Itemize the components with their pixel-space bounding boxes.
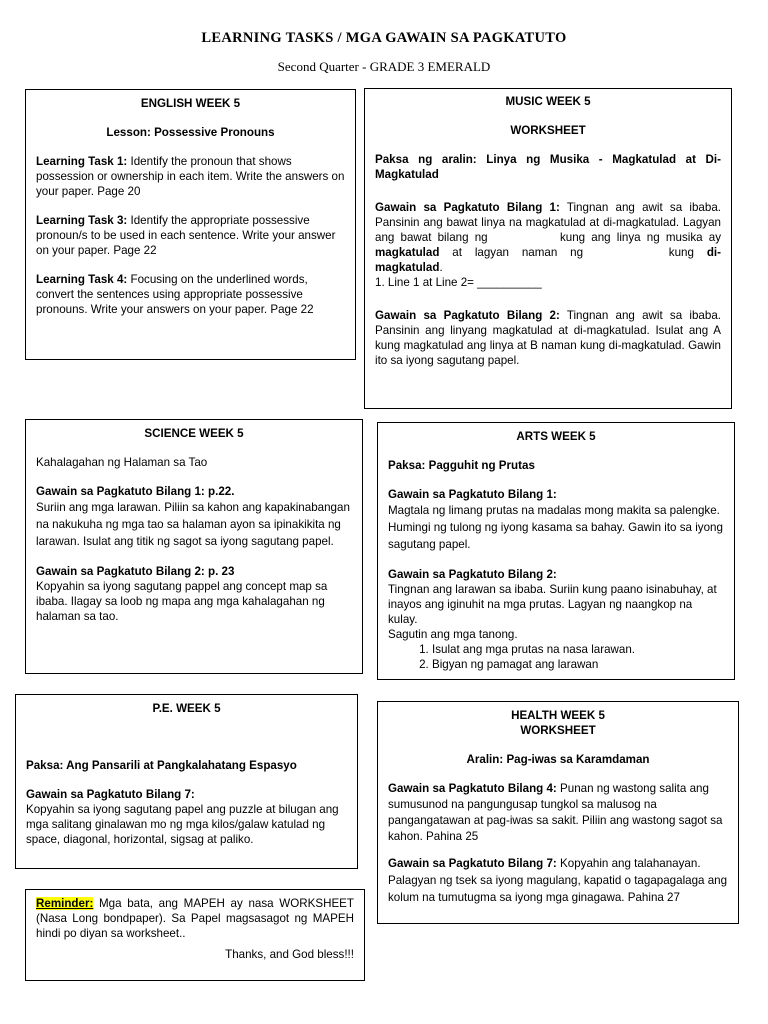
english-box [25,89,356,360]
health-task4: Gawain sa Pagkatuto Bilang 4: Punan ng wastong salita ang sumusunod na pangungusap tungkol sa malusog na pangangatawan at pag-iwas sa sakit. Piliin ang wastong sagot sa kahon. Pahina 25 [388,782,723,843]
arts-task2-text: Tingnan ang larawan sa ibaba. Suriin kung paano isinabuhay, at inayos ang iginuhit na mga prutas. Lagyan ng naangkop na kulay. [388,583,717,626]
arts-task2-label: Gawain sa Pagkatuto Bilang 2: [388,568,557,581]
english-title: ENGLISH WEEK 5 [140,97,241,110]
pe-task7-text: Kopyahin sa iyong sagutang papel ang puzzle at bilugan ang mga salitang ginalawan mo ng mga kilos/galaw katulad ng space, diagonal, horizontal, sigsag at paliko. [26,803,339,846]
music-line-item: 1. Line 1 at Line 2= __________ [375,276,542,289]
music-worksheet: WORKSHEET [510,124,586,137]
music-title: MUSIC WEEK 5 [505,95,591,108]
health-worksheet: WORKSHEET [520,724,596,737]
arts-questions-list [388,642,724,672]
music-task1: Gawain sa Pagkatuto Bilang 1: Tingnan ang awit sa ibaba. Pansinin ang bawat linya na magkatulad at di-magkatulad. Lagyan ang bawat bilang ng kung ang linya ng musika ay magkatulad at lagyan naman ng kung di-magkatulad. [375,201,721,274]
reminder-text: Reminder: Mga bata, ang MAPEH ay nasa WORKSHEET (Nasa Long bondpaper). Sa Papel magsasagot ng MAPEH hindi po diyan sa worksheet.. [36,897,354,940]
list-item: 2. Bigyan ng pamagat ang larawan [432,657,724,672]
reminder-thanks: Thanks, and God bless!!! [225,948,354,961]
pe-title: P.E. WEEK 5 [152,702,221,715]
pe-task7-label: Gawain sa Pagkatuto Bilang 7: [26,788,195,801]
arts-questions-intro: Sagutin ang mga tanong. [388,628,518,641]
science-task1-label: Gawain sa Pagkatuto Bilang 1: p.22. [36,485,235,498]
science-box [25,419,363,674]
english-task1: Learning Task 1: Identify the pronoun that shows possession or ownership in each item. Write the answers on your paper. Page 20 [36,155,345,198]
pe-box [15,694,358,869]
science-task1-text: Suriin ang mga larawan. Piliin sa kahon ang kapakinabangan na nakukuha ng mga tao sa halaman ayon sa ipinakikita ng larawan. Isulat ang titik ng sagot sa iyong sagutang papel. [36,501,350,548]
arts-paksa: Paksa: Pagguhit ng Prutas [388,459,535,472]
page-title: LEARNING TASKS / MGA GAWAIN SA PAGKATUTO [201,30,567,46]
science-intro: Kahalagahan ng Halaman sa Tao [36,456,208,469]
reminder-label: Reminder: [36,897,94,910]
health-box [377,701,739,924]
music-box [364,88,732,409]
english-task4: Learning Task 4: Focusing on the underlined words, convert the sentences using appropriate possessive pronouns. Write your answers on your paper. Page 22 [36,273,314,316]
health-aralin: Aralin: Pag-iwas sa Karamdaman [466,753,650,766]
arts-title: ARTS WEEK 5 [516,430,596,443]
page-subtitle: Second Quarter - GRADE 3 EMERALD [277,59,491,74]
arts-box [377,422,735,680]
science-task2-label: Gawain sa Pagkatuto Bilang 2: p. 23 [36,565,235,578]
arts-task1-text: Magtala ng limang prutas na madalas mong makita sa palengke. Humingi ng tulong ng iyong kasama sa bahay. Gawin ito sa iyong sagutang papel. [388,504,723,551]
music-paksa: Paksa ng aralin: Linya ng Musika - Magkatulad at Di-Magkatulad [375,153,721,181]
science-task2-text: Kopyahin sa iyong sagutang pappel ang concept map sa ibaba. Ilagay sa loob ng mapa ang mga kahalagahan ng halaman sa tao. [36,580,328,623]
health-title: HEALTH WEEK 5 [511,709,605,722]
reminder-box [25,889,365,981]
arts-task1-label: Gawain sa Pagkatuto Bilang 1: [388,488,557,501]
pe-paksa: Paksa: Ang Pansarili at Pangkalahatang Espasyo [26,759,297,772]
list-item: 1. Isulat ang mga prutas na nasa larawan. [432,642,724,657]
english-lesson: Lesson: Possessive Pronouns [106,126,275,139]
science-title: SCIENCE WEEK 5 [144,427,244,440]
english-task3: Learning Task 3: Identify the appropriate possessive pronoun/s to be used in each sentence. Write your answer on your paper. Page 22 [36,214,336,257]
health-task7: Gawain sa Pagkatuto Bilang 7: Kopyahin ang talahanayan. Palagyan ng tsek sa iyong magulang, kapatid o tagapagalaga ang kolum na tumutugma sa iyong mga ginagawa. Pahina 27 [388,857,728,904]
music-task2: Gawain sa Pagkatuto Bilang 2: Tingnan ang awit sa ibaba. Pansinin ang linyang magkatulad at di-magkatulad. Isulat ang A kung magkatulad ang linya at B naman kung di-magkatulad. Gawin ito sa iyong sagutang papel. [375,309,721,367]
